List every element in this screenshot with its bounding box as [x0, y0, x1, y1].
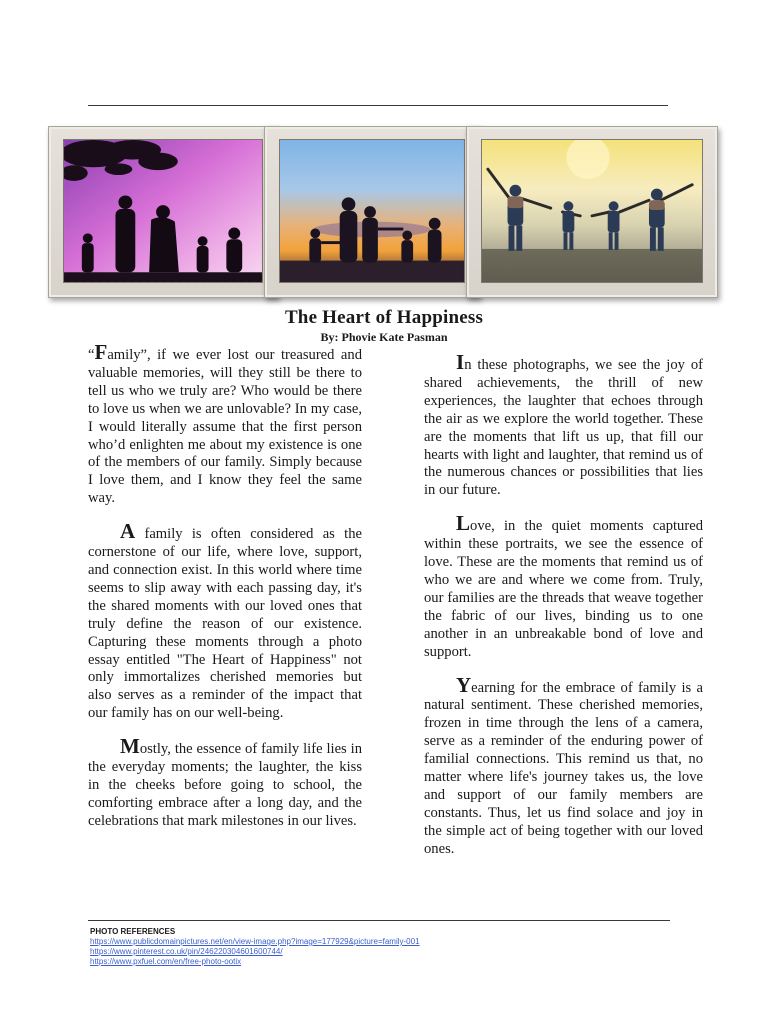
bottom-divider	[88, 920, 670, 921]
article-title: The Heart of Happiness	[284, 307, 484, 328]
photo-frame-3	[466, 126, 718, 298]
dropcap-letter: Y	[456, 672, 472, 697]
family-silhouette-sunset-photo	[279, 139, 465, 283]
paragraph-cornerstone	[88, 519, 362, 723]
paragraph-text: ostly, the essence of family life lies in the everyday moments; the laughter, the kiss in the cheeks before going to school, the comforting embrace after a long day, and the celebrations that mark milestones in our lives.	[88, 741, 362, 829]
paragraph-text: family is often considered as the cornerstone of our life, where love, support, and connection exist. In this world where time seems to slip away with each passing day, it's the shared moments with our loved ones that truly define the reason of our existence. Capturing these moments through a photo essay entitled "The Heart of Happiness" not only immortalizes cherished memories but also serves as a reminder of the impact that our family has on our well-being.	[88, 526, 362, 722]
reference-link-1[interactable]: https://www.publicdomainpictures.net/en/view-image.php?image=177929&picture=family-001	[90, 937, 420, 946]
paragraph-text: amily”, if we ever lost our treasured and valuable memories, will they still be there to tell us who we truly are? Who would be there to love us when we are unlovable? In my case, I would literally assume that the first person who’d enlighten me about my existence is one of the members of our family. Simply because I love them, and I know they feel the same way.	[88, 347, 362, 507]
dropcap-letter: F	[94, 340, 108, 364]
paragraph-text: earning for the embrace of family is a natural sentiment. These cherished memories, frozen in time through the lens of a camera, serve as a reminder of the enduring power of familial connections. This remind us that, no matter where life's journey takes us, the love and support of our family members are constants. Thus, let us find solace and joy in the simple act of being together with our loved ones.	[424, 679, 703, 857]
dropcap-letter: I	[456, 350, 465, 374]
photo-references	[90, 927, 690, 967]
paragraph-essence	[88, 734, 362, 831]
left-column	[88, 340, 362, 831]
paragraph-text: ove, in the quiet moments captured within these portraits, we see the essence of love. These are the moments that remind us of who we are and where we come from. Truly, our families are the threads that weave together the fabric of our lives, binding us to one another in an unbreakable bond of love and support.	[424, 518, 703, 660]
top-divider	[88, 105, 668, 106]
dropcap-letter: A	[120, 519, 136, 544]
reference-link-2[interactable]: https://www.pinterest.co.uk/pin/246220304601600744/	[90, 947, 283, 956]
photo-frame-2	[264, 126, 480, 298]
family-holding-hands-beach-photo	[481, 139, 703, 283]
article-byline: By: Phovie Kate Pasman	[320, 330, 448, 344]
dropcap-letter: M	[120, 734, 140, 759]
paragraph-yearning	[424, 672, 703, 859]
right-column	[424, 350, 703, 859]
paragraph-text: n these photographs, we see the joy of shared achievements, the thrill of new experiences, the laughter that echoes through the air as we explore the world together. These are the moments that lift us up, that fill our hearts with light and laughter, that remind us of the numerous chances or possibilities that lies in our future.	[424, 357, 703, 499]
open-quote: “	[88, 347, 95, 363]
family-silhouette-pink-sky-photo	[63, 139, 263, 283]
paragraph-photographs	[424, 350, 703, 500]
references-heading: PHOTO REFERENCES	[90, 927, 176, 936]
paragraph-love	[424, 511, 703, 661]
dropcap-letter: L	[456, 511, 471, 536]
reference-link-3[interactable]: https://www.pxfuel.com/en/free-photo-ootix	[90, 957, 242, 966]
paragraph-family	[88, 340, 362, 508]
photo-frame-1	[48, 126, 278, 298]
